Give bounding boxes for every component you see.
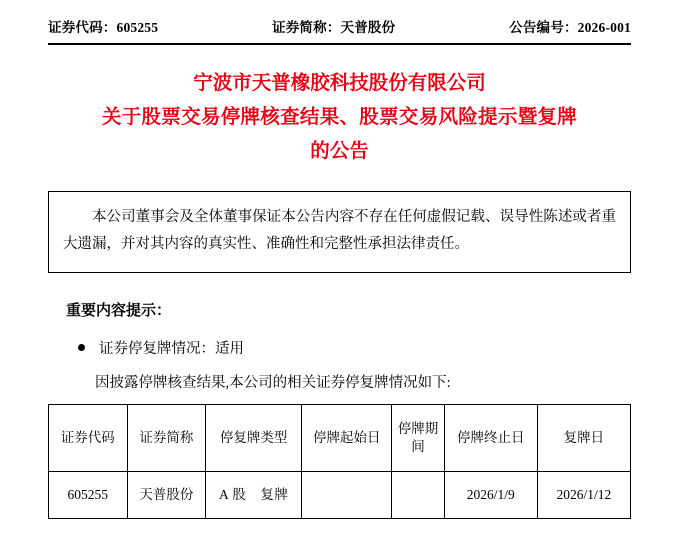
document-title — [48, 67, 631, 169]
announcement-number-value: 2026-001 — [577, 20, 631, 35]
table-cell-short-name: 天普股份 — [127, 472, 206, 519]
board-statement-text: 本公司董事会及全体董事保证本公告内容不存在任何虚假记载、误导性陈述或者重大遗漏，并对其内容的真实性、准确性和完整性承担法律责任。 — [63, 209, 616, 253]
security-code-field — [48, 16, 158, 36]
table-header-cell: 证券代码 — [49, 405, 128, 472]
security-short-name-label: 证券简称： — [272, 20, 341, 35]
table-header-cell: 证券简称 — [127, 405, 206, 472]
header-divider — [48, 43, 631, 45]
title-subject-line-2: 的公告 — [310, 141, 369, 163]
table-cell-type: A 股 复牌 — [206, 472, 302, 519]
table-header-cell: 停复牌类型 — [206, 405, 302, 472]
document-header — [48, 0, 631, 36]
halt-intro-paragraph: 因披露停牌核查结果,本公司的相关证券停复牌情况如下: — [95, 375, 451, 391]
announcement-number-label: 公告编号： — [509, 20, 578, 35]
important-notice-item — [78, 337, 631, 358]
important-notice-heading: 重要内容提示： — [66, 303, 172, 319]
table-cell-code: 605255 — [49, 472, 128, 519]
table-header-cell: 停牌期间 — [392, 405, 444, 472]
table-cell-start-date — [302, 472, 392, 519]
table-cell-period — [392, 472, 444, 519]
table-cell-resume-date: 2026/1/12 — [537, 472, 630, 519]
table-header-cell: 复牌日 — [537, 405, 630, 472]
table-header-row — [49, 405, 631, 472]
title-company-name: 宁波市天普橡胶科技股份有限公司 — [193, 73, 486, 94]
table-row — [49, 472, 631, 519]
table-header-cell: 停牌终止日 — [444, 405, 537, 472]
security-short-name-value: 天普股份 — [340, 20, 396, 35]
announcement-number-field — [509, 16, 631, 36]
security-code-label: 证券代码： — [48, 20, 117, 35]
board-statement-box — [48, 191, 631, 273]
halt-resume-table — [48, 404, 631, 519]
important-notice-item-text: 证券停复牌情况：适用 — [99, 341, 244, 357]
title-subject-line: 关于股票交易停牌核查结果、股票交易风险提示暨复牌 — [101, 107, 578, 129]
bullet-dot-icon — [78, 344, 85, 351]
table-cell-end-date: 2026/1/9 — [444, 472, 537, 519]
table-header-cell: 停牌起始日 — [302, 405, 392, 472]
security-short-name-field — [272, 16, 395, 36]
security-code-value: 605255 — [116, 20, 159, 35]
